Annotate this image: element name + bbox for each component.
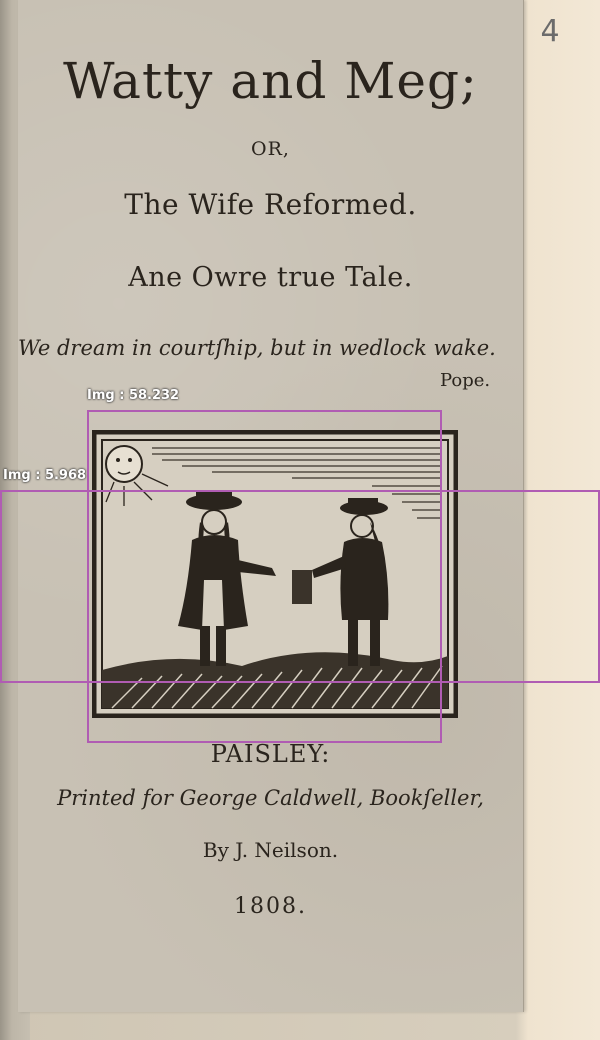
detection-label-main: Img : 58.232 (87, 388, 180, 403)
title-or: OR, (251, 138, 290, 160)
imprint-printer: By J. Neilson. (202, 838, 339, 862)
imprint-place: PAISLEY: (210, 740, 331, 768)
epigraph-author: Pope. (440, 370, 491, 391)
epigraph (18, 336, 523, 360)
imprint-publisher: Printed for George Caldwell, Bookſeller, (57, 786, 484, 810)
book-tale-line: Ane Owre true Tale. (128, 262, 413, 293)
pencil-page-mark: 4 (540, 14, 560, 49)
detection-label-wide: Img : 5.968 (3, 468, 87, 483)
book-subtitle: The Wife Reformed. (124, 188, 417, 221)
imprint-year: 1808. (234, 894, 307, 919)
epigraph-text: We dream in courtſhip, but in wedlock wake. (18, 336, 496, 360)
detection-box-wide (0, 490, 600, 683)
book-title: Watty and Meg; (63, 52, 478, 110)
